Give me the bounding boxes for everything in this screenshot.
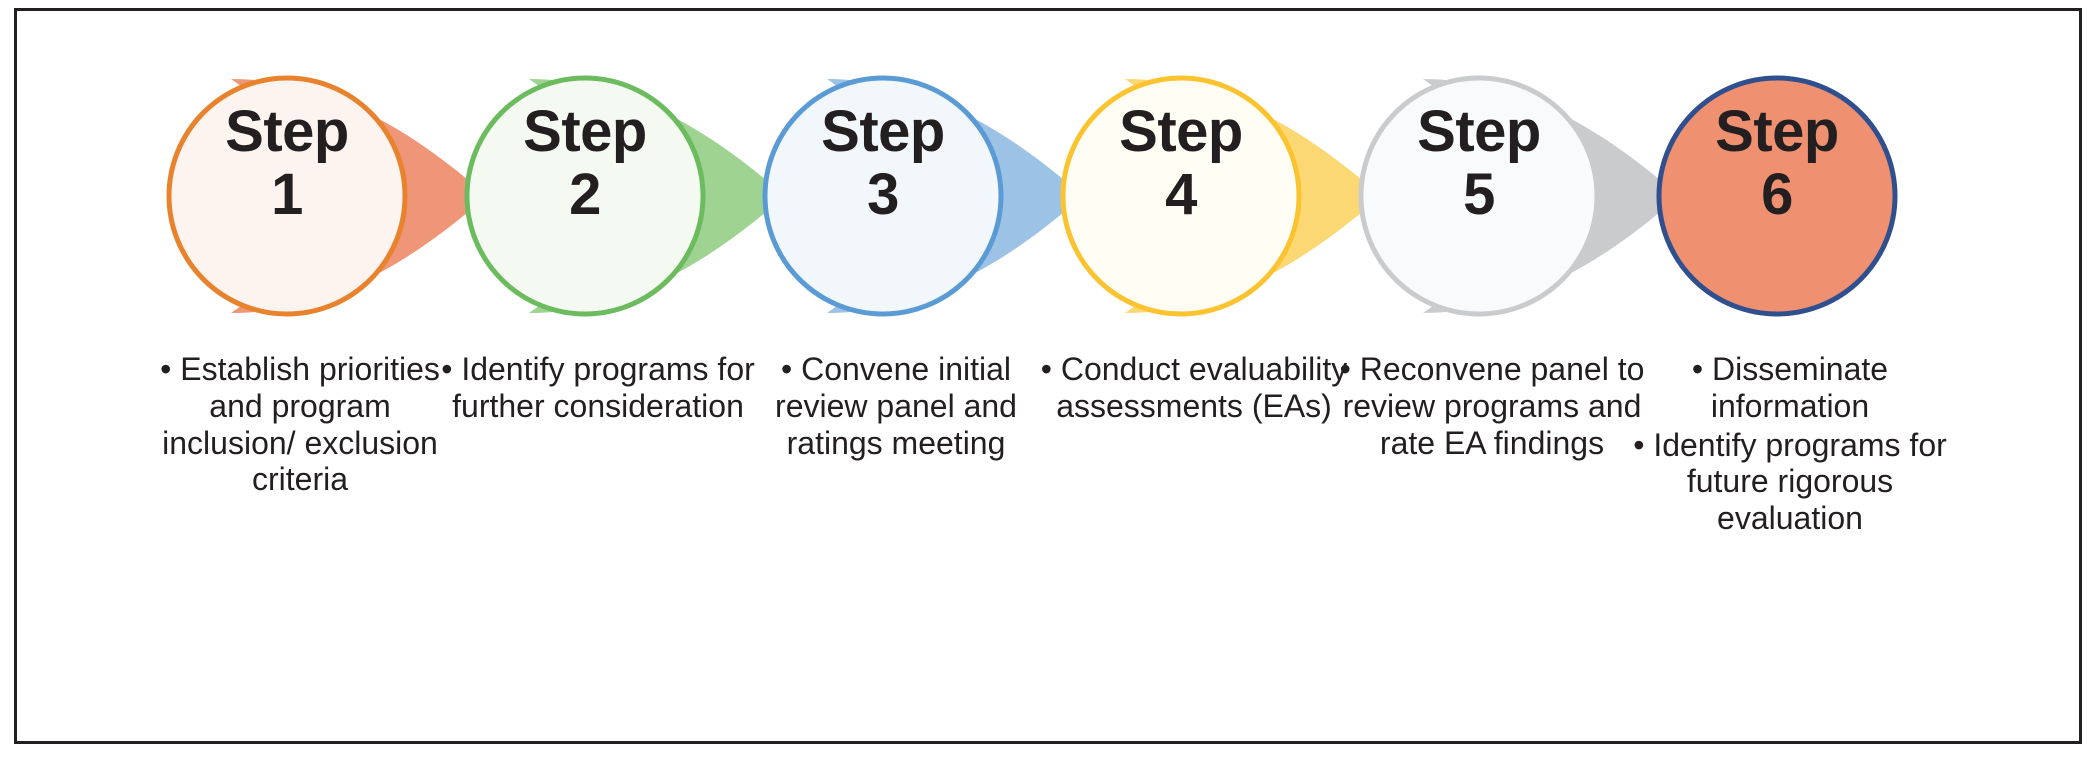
diagram-frame (14, 8, 2082, 744)
step-number-1: 1 (271, 161, 303, 227)
step-bullets-5 (1333, 351, 1651, 461)
step-word-6: Step (1715, 99, 1839, 164)
bullet-item: • Convene initial review panel and ratings meeting (775, 351, 1017, 461)
step-node-1[interactable] (135, 51, 465, 341)
step-title-3 (753, 101, 1013, 226)
step-title-2 (455, 101, 715, 226)
process-step-3 (731, 51, 1061, 691)
step-bullets-2 (439, 351, 757, 425)
step-title-4 (1051, 101, 1311, 226)
process-flow-diagram (17, 11, 2085, 747)
step-bullets-1 (141, 351, 459, 498)
step-bullets-6 (1631, 351, 1949, 537)
process-step-5 (1327, 51, 1657, 691)
bullet-item: • Conduct evaluability assessments (EAs) (1040, 351, 1348, 424)
bullet-item: • Identify programs for further consideration (441, 351, 755, 424)
bullet-item: • Disseminate information (1691, 351, 1889, 424)
step-number-3: 3 (867, 161, 899, 227)
step-node-2[interactable] (433, 51, 763, 341)
step-title-5 (1349, 101, 1609, 226)
process-step-6 (1625, 51, 1955, 691)
process-step-4 (1029, 51, 1359, 691)
step-number-4: 4 (1165, 161, 1197, 227)
bullet-item: • Establish priorities and program inclusion/ exclusion criteria (160, 351, 440, 498)
step-bullets-3 (737, 351, 1055, 461)
step-word-2: Step (523, 99, 647, 164)
step-number-6: 6 (1761, 161, 1793, 227)
step-bullets-4 (1035, 351, 1353, 425)
step-title-1 (157, 101, 417, 226)
step-title-6 (1647, 101, 1907, 226)
step-word-1: Step (225, 99, 349, 164)
step-word-5: Step (1417, 99, 1541, 164)
step-number-2: 2 (569, 161, 601, 227)
step-node-3[interactable] (731, 51, 1061, 341)
step-node-5[interactable] (1327, 51, 1657, 341)
process-step-2 (433, 51, 763, 691)
step-node-6[interactable] (1625, 51, 1955, 341)
process-step-1 (135, 51, 465, 691)
step-node-4[interactable] (1029, 51, 1359, 341)
bullet-item: • Identify programs for future rigorous evaluation (1633, 426, 1947, 537)
step-word-4: Step (1119, 99, 1243, 164)
bullet-item: • Reconvene panel to review programs and rate EA findings (1339, 351, 1645, 461)
step-number-5: 5 (1463, 161, 1495, 227)
step-word-3: Step (821, 99, 945, 164)
